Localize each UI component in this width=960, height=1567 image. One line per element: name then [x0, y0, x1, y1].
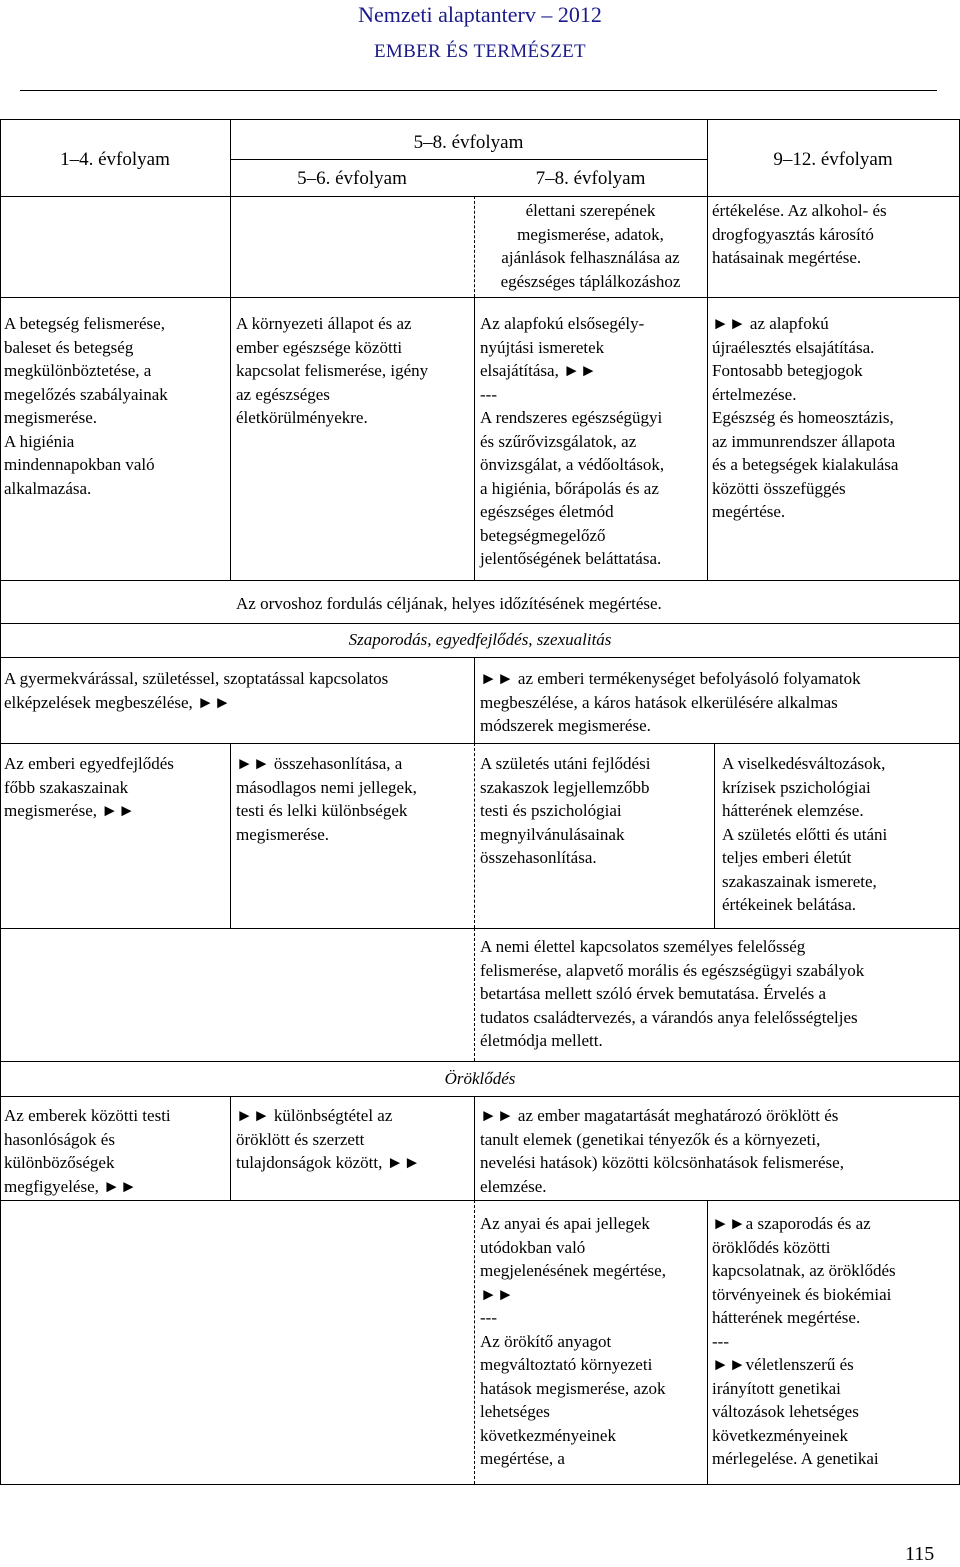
cell-health-1-4: A betegség felismerése, baleset és betegség megkülönböztetése, a megelőzés szabályainak megismerése. A higiénia mindennapokban való alkalmazása.: [4, 314, 168, 498]
header-bottom-border: [0, 196, 960, 197]
cell-pregnancy-left: A gyermekvárással, születéssel, szoptatással kapcsolatos elképzelések megbeszélése, ►►: [4, 669, 389, 712]
col-line-mid-b: [474, 1096, 475, 1200]
col-line-mid-a: [474, 657, 475, 743]
cell-development-1-4: Az emberi egyedfejlődés főbb szakaszainak megismerése, ►►: [4, 754, 174, 820]
cell-heredity2-9-12: ►►a szaporodás és az öröklődés közötti kapcsolatnak, az öröklődés törvényeinek és biokémiai hátterének megértése. --- ►►véletlenszerű és irányított genetikai változások lehetséges következményeinek mérlegelése. A genetikai: [712, 1214, 896, 1468]
col-line-1b: [230, 743, 231, 928]
header-underline: [20, 90, 937, 91]
table-bottom-border: [0, 1484, 960, 1485]
cell-pregnancy-right: ►► az emberi termékenységet befolyásoló folyamatok megbeszélése, a káros hatások elkerülésére alkalmas módszerek megismerése.: [480, 669, 861, 735]
header-grade-7-8: 7–8. évfolyam: [535, 168, 646, 189]
page-number: 115: [905, 1543, 935, 1565]
col-dash-sexual: [474, 928, 475, 1061]
cell-health-5-6: A környezeti állapot és az ember egészsége közötti kapcsolat felismerése, igény az egészséges életkörülményekre.: [236, 314, 429, 427]
header-grade-5-6: 5–6. évfolyam: [297, 168, 407, 189]
cell-nutrition-7-8: élettani szerepének megismerése, adatok, ajánlások felhasználása az egészséges táplálkozáshoz: [500, 201, 681, 291]
row-divider-6: [0, 928, 960, 929]
row-divider-4: [0, 657, 960, 658]
col-line-heredity-right: [707, 1200, 708, 1484]
row-divider-7: [0, 1061, 960, 1062]
row-divider-8: [0, 1096, 960, 1097]
header-grade-5-8: 5–8. évfolyam: [413, 132, 524, 153]
cell-heredity-1-4: Az emberek közötti testi hasonlóságok és különbözőségek megfigyelése, ►►: [4, 1106, 171, 1196]
row-divider-3: [0, 623, 960, 624]
cell-development-5-6: ►► összehasonlítása, a másodlagos nemi jellegek, testi és lelki különbségek megismerése.: [236, 754, 417, 844]
row-divider-9: [0, 1200, 960, 1201]
col-dash-dev: [474, 743, 475, 928]
section-heading-heredity: Öröklődés: [444, 1069, 516, 1088]
header-grade-9-12: 9–12. évfolyam: [773, 149, 893, 170]
cell-heredity2-7-8: Az anyai és apai jellegek utódokban való megjelenésének megértése, ►► --- Az örökítő anyagot megváltoztató környezeti hatások megismerése, azok lehetséges következményeinek megértése, a: [480, 1214, 666, 1468]
col-dash-heredity: [474, 1200, 475, 1484]
col-line-dev-right: [714, 743, 715, 928]
cell-health-7-8: Az alapfokú elsősegély- nyújtási ismeretek elsajátítása, ►► --- A rendszeres egészségügyi és szűrővizsgálatok, az önvizsgálat, a védőoltások, a higiénia, bőrápolás és az egészséges életmód betegségmegelőző jelentőségének beláttatása.: [480, 314, 665, 568]
cell-heredity-right: ►► az ember magatartását meghatározó öröklött és tanult elemek (genetikai tényezők és a környezeti, nevelési hatások) közötti kölcsönhatások felismerése, elemzése.: [480, 1106, 844, 1196]
header-grade-1-4: 1–4. évfolyam: [60, 149, 170, 170]
col-line-1c: [230, 1096, 231, 1200]
section-heading-reproduction: Szaporodás, egyedfejlődés, szexualitás: [348, 630, 612, 649]
col-line-3a: [707, 119, 708, 580]
table-left-border: [0, 119, 1, 1484]
document-subtitle: EMBER ÉS TERMÉSZET: [374, 41, 586, 62]
table-top-border: [0, 119, 960, 120]
row-divider-1: [0, 297, 960, 298]
row-divider-2: [0, 580, 960, 581]
document-title: Nemzeti alaptanterv – 2012: [358, 2, 602, 27]
cell-development-7-8: A születés utáni fejlődési szakaszok legjellemzőbb testi és pszichológiai megnyilvánulásainak összehasonlítása.: [480, 754, 651, 867]
cell-development-9-12: A viselkedésváltozások, krízisek pszichológiai hátterének elemzése. A születés előtti és utáni teljes emberi életút szakaszainak ismerete, értékeinek belátása.: [722, 754, 888, 914]
col-line-2a: [474, 297, 475, 580]
grade-header-divider: [230, 159, 707, 160]
cell-heredity-5-6: ►► különbségtétel az öröklött és szerzett tulajdonságok között, ►►: [236, 1106, 421, 1172]
row-divider-5: [0, 743, 960, 744]
cell-health-9-12: ►► az alapfokú újraélesztés elsajátítása. Fontosabb betegjogok értelmezése. Egészség és homeosztázis, az immunrendszer állapota és a betegségek kialakulása közötti összefüggés megértése.: [712, 314, 899, 521]
cell-doctor: Az orvoshoz fordulás céljának, helyes időzítésének megértése.: [236, 594, 662, 613]
cell-drugs-9-12: értékelése. Az alkohol- és drogfogyasztás károsító hatásainak megértése.: [712, 201, 887, 267]
cell-sexual-responsibility: A nemi élettel kapcsolatos személyes felelősség felismerése, alapvető morális és egészségügyi szabályok betartása mellett szóló érvek bemutatása. Érvelés a tudatos családtervezés, a várandós anya felelősségteljes életmódja mellett.: [480, 937, 865, 1050]
